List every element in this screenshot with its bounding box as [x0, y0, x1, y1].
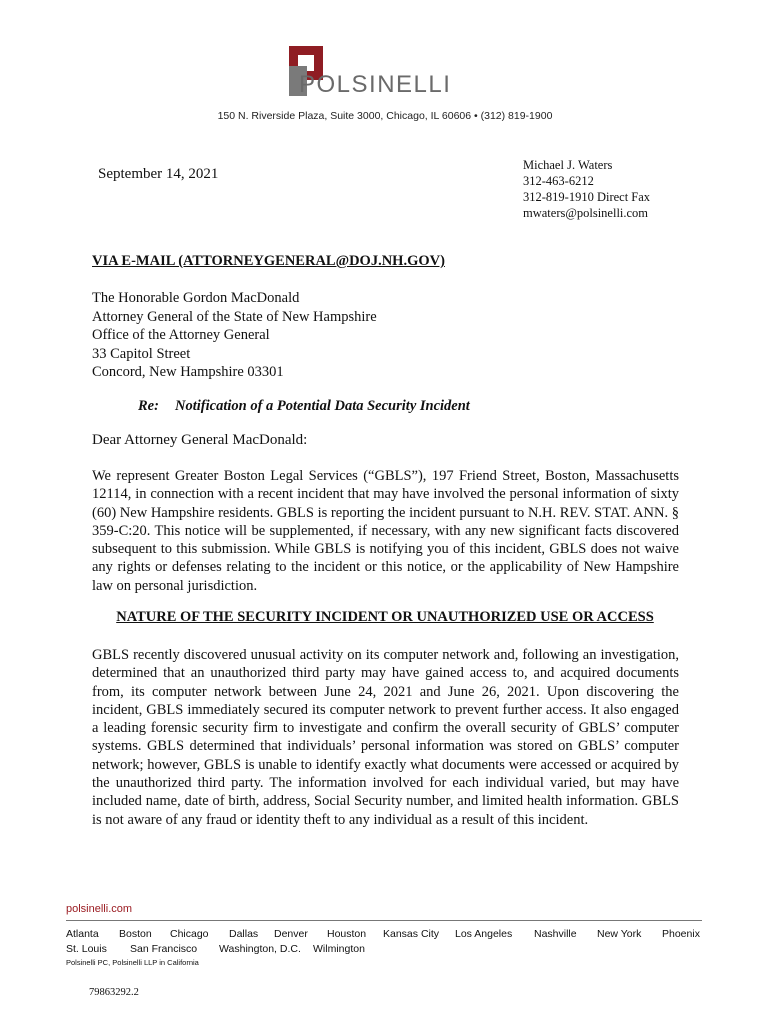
office-city: Atlanta [66, 928, 99, 940]
office-city: Denver [274, 928, 308, 940]
office-city: Chicago [170, 928, 209, 940]
salutation: Dear Attorney General MacDonald: [92, 432, 308, 448]
office-city: Wilmington [313, 943, 365, 955]
office-city: St. Louis [66, 943, 107, 955]
footer-divider [66, 920, 702, 921]
letterhead-address: 150 N. Riverside Plaza, Suite 3000, Chicago, IL 60606 • (312) 819-1900 [217, 110, 553, 122]
firm-logo [289, 46, 489, 102]
office-city: Boston [119, 928, 152, 940]
recipient-address [92, 289, 377, 382]
re-subject: Notification of a Potential Data Security Incident [175, 398, 470, 414]
recipient-line: Office of the Attorney General [92, 327, 270, 343]
letter-date: September 14, 2021 [98, 166, 219, 182]
recipient-line: Attorney General of the State of New Hampshire [92, 308, 377, 325]
section-heading: NATURE OF THE SECURITY INCIDENT OR UNAUTHORIZED USE OR ACCESS [116, 609, 654, 625]
sender-email[interactable]: mwaters@polsinelli.com [523, 206, 649, 220]
footer-website-link[interactable]: polsinelli.com [66, 903, 133, 915]
document-number: 79863292.2 [89, 987, 139, 998]
office-city: Dallas [229, 928, 259, 940]
recipient-line: The Honorable Gordon MacDonald [92, 290, 300, 306]
firm-entity-note: Polsinelli PC, Polsinelli LLP in California [66, 958, 199, 967]
recipient-line: 33 Capitol Street [92, 345, 191, 362]
via-email-line: VIA E-MAIL (ATTORNEYGENERAL@DOJ.NH.GOV) [92, 253, 445, 269]
office-city: Nashville [534, 928, 577, 940]
re-label: Re: [138, 398, 159, 414]
sender-name: Michael J. Waters [523, 158, 613, 172]
recipient-line: Concord, New Hampshire 03301 [92, 364, 284, 380]
office-city: Washington, D.C. [219, 943, 301, 955]
intro-paragraph: We represent Greater Boston Legal Services (“GBLS”), 197 Friend Street, Boston, Massachusetts 12114, in connection with a recent incident that may have involved the personal information of sixty (60) New Hampshire residents. GBLS is reporting the incident pursuant to N.H. REV. STAT. ANN. § 359-C:20. This notice will be supplemented, if necessary, with any new significant facts discovered subsequent to this submission. While GBLS is notifying you of this incident, GBLS does not waive any rights or defenses relating to the incident or this notice, or the applicability of New Hampshire law on personal jurisdiction. [92, 468, 679, 594]
sender-fax: 312-819-1910 Direct Fax [523, 190, 651, 204]
firm-name: POLSINELLI [299, 71, 452, 98]
incident-paragraph: GBLS recently discovered unusual activity on its computer network and, following an investigation, determined that an unauthorized third party may have gained access to, and acquired documents from, its computer network between June 24, 2021 and June 26, 2021. Upon discovering the incident, GBLS immediately secured its computer network to prevent further access. It also engaged a leading forensic security firm to investigate and confirm the overall security of GBLS’ computer systems. GBLS determined that individuals’ personal information was stored on GBLS’ computer network; however, GBLS is unable to identify exactly what documents were accessed or acquired by the unauthorized third party. The information involved for each individual varied, but may have included name, date of birth, address, Social Security number, and limited health information. GBLS is not aware of any fraud or identity theft to any individual as a result of this incident. [92, 647, 679, 828]
re-line [138, 398, 470, 415]
office-city: San Francisco [130, 943, 198, 955]
sender-phone: 312-463-6212 [523, 174, 594, 188]
office-city: Los Angeles [455, 928, 513, 940]
office-city: New York [597, 928, 642, 940]
office-city: Phoenix [662, 928, 700, 940]
sender-block [523, 157, 650, 221]
office-city: Kansas City [383, 928, 440, 940]
office-city: Houston [327, 928, 367, 940]
